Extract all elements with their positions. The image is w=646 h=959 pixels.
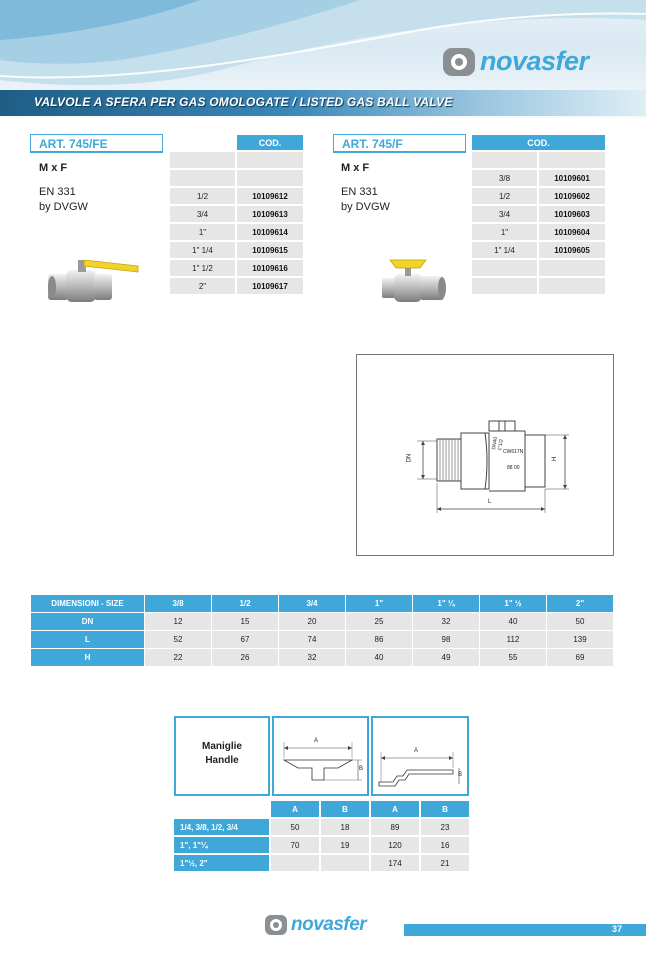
dn-label: DN — [406, 453, 413, 463]
body-mark-size: DN40 1"1/2 — [491, 436, 505, 452]
footer-bar — [404, 924, 646, 936]
page-header — [0, 0, 646, 118]
table-row: 2" 10109617 — [170, 278, 303, 294]
thread-type-right: M x F — [341, 162, 370, 174]
body-mark-code: 88 00 — [507, 465, 520, 471]
table-row: H 22 26 32 40 49 55 69 — [31, 649, 613, 666]
handle-butterfly-drawing — [272, 716, 369, 796]
brand-logo-icon — [442, 47, 476, 77]
butterfly-dim-a: A — [314, 738, 319, 744]
dimensions-header: DIMENSIONI - SIZE — [31, 595, 144, 612]
table-row: 1/4, 3/8, 1/2, 3/4 50 18 89 23 — [174, 819, 469, 835]
ball-valve-lever-image — [46, 256, 146, 306]
article-underline-right — [333, 152, 466, 153]
code-table-left — [168, 133, 305, 296]
table-row: 1" 1/4 10109615 — [170, 242, 303, 258]
table-row: 1/2 10109602 — [472, 188, 605, 204]
page-title: VALVOLE A SFERA PER GAS OMOLOGATE / LISTED GAS BALL VALVE — [34, 95, 453, 109]
article-label-right: ART. 745/F — [333, 134, 466, 152]
lever-dim-b: B — [458, 772, 463, 778]
table-row: 1" 1/2 10109616 — [170, 260, 303, 276]
table-row — [472, 278, 605, 294]
cert-left: by DVGW — [39, 201, 88, 213]
cod-header-right: COD. — [472, 135, 605, 150]
lever-handle-icon — [373, 718, 467, 794]
brand-logo — [442, 46, 589, 77]
table-row: 1/2 10109612 — [170, 188, 303, 204]
butterfly-handle-icon — [274, 718, 367, 794]
table-row — [170, 170, 303, 186]
table-row — [170, 152, 303, 168]
table-row: 1"½, 2" 174 21 — [174, 855, 469, 871]
handle-title-box — [174, 716, 270, 796]
butterfly-dim-b: B — [359, 766, 364, 772]
lever-dim-a: A — [414, 748, 419, 754]
norm-right: EN 331 — [341, 186, 378, 198]
table-row — [472, 260, 605, 276]
code-table-right — [470, 133, 607, 296]
table-row: DN 12 15 20 25 32 40 50 — [31, 613, 613, 630]
cod-header-left: COD. — [237, 135, 303, 150]
footer-logo — [264, 914, 366, 936]
table-row: 1" 1/4 10109605 — [472, 242, 605, 258]
handle-title: Maniglie Handle — [201, 741, 242, 766]
table-row: 3/4 10109603 — [472, 206, 605, 222]
table-row: 1" 10109604 — [472, 224, 605, 240]
table-row: 3/8 10109601 — [472, 170, 605, 186]
footer-logo-icon — [264, 914, 288, 936]
norm-left: EN 331 — [39, 186, 76, 198]
article-label-left: ART. 745/FE — [30, 134, 163, 152]
h-label: H — [552, 456, 559, 462]
brand-name: novasfer — [480, 46, 589, 76]
table-row — [472, 152, 605, 168]
technical-drawing — [356, 354, 614, 556]
article-underline-left — [30, 152, 163, 153]
valve-section-drawing — [357, 355, 613, 555]
table-row: 3/4 10109613 — [170, 206, 303, 222]
table-row: L 52 67 74 86 98 112 139 — [31, 631, 613, 648]
ball-valve-butterfly-image — [380, 254, 450, 306]
dimensions-table: DIMENSIONI - SIZE 3/8 1/2 3/4 1" 1" ¼ 1" ½ 2" DN 12 15 20 25 32 40 50 L 52 67 74 86 98 112 139 H 22 26 32 40 49 55 69 — [30, 594, 614, 667]
page-number: 37 — [611, 924, 622, 934]
footer-brand-name: novasfer — [291, 914, 367, 935]
table-row: 1", 1"¼ 70 19 120 16 — [174, 837, 469, 853]
body-mark-material: CW617N — [503, 449, 524, 455]
handle-dimensions-table: A B A B 1/4, 3/8, 1/2, 3/4 50 18 89 23 1", 1"¼ 70 19 120 16 1"½, 2" 174 21 — [172, 799, 471, 873]
thread-type-left: M x F — [39, 162, 68, 174]
handle-lever-drawing — [371, 716, 469, 796]
table-row: 1" 10109614 — [170, 224, 303, 240]
cert-right: by DVGW — [341, 201, 390, 213]
l-label: L — [488, 499, 492, 505]
